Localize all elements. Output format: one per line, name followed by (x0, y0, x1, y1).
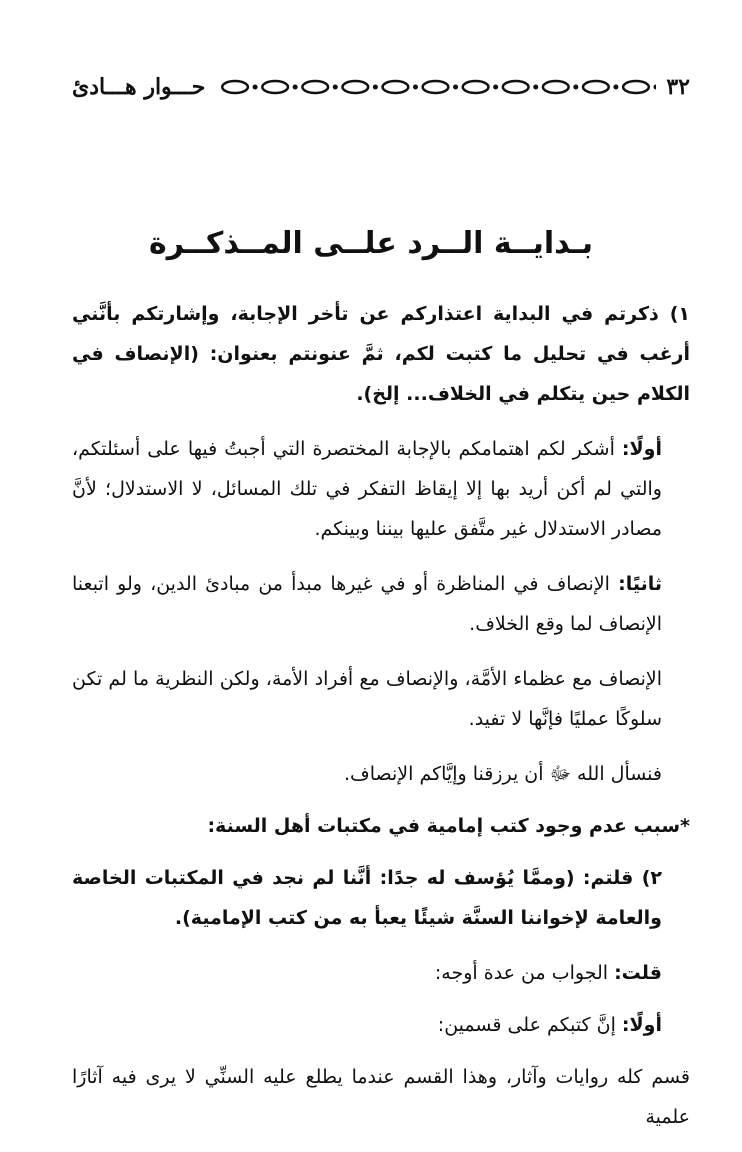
paragraph (72, 754, 690, 794)
page-header (72, 70, 690, 104)
section-title: بـدايــة الــرد علــى المــذكــرة (149, 226, 593, 261)
paragraph-text: الإنصاف في المناظرة أو في غيرها مبدأ من مبادئ الدين، ولو اتبعنا الإنصاف لما وقع الخلاف. (72, 573, 662, 635)
paragraph (72, 1057, 690, 1137)
paragraph-lead: أولًا: (621, 1014, 662, 1036)
paragraph-lead: قلت: (614, 962, 662, 984)
paragraph-text: ٢) قلتم: (وممَّا يُؤسف له جدًا: أنَّنا لم نجد في المكتبات الخاصة والعامة لإخواننا السنَّة شيئًا يعبأ به من كتب الإمامية). (72, 867, 662, 929)
subheading-text: *سبب عدم وجود كتب إمامية في مكتبات أهل السنة: (207, 815, 690, 837)
running-title: حـــوار هـــادئ (72, 74, 206, 100)
paragraph-text: فنسأل الله ﷻ أن يرزقنا وإيَّاكم الإنصاف. (344, 763, 662, 785)
decorative-ornament-icon (215, 79, 656, 95)
subheading (72, 806, 690, 846)
paragraph (72, 858, 690, 938)
paragraph-lead: أولًا: (621, 438, 662, 460)
paragraph-text: قسم كله روايات وآثار، وهذا القسم عندما يطلع عليه السنِّي لا يرى فيه آثارًا علمية (72, 1066, 690, 1128)
paragraph (72, 429, 690, 549)
paragraph-text: أشكر لكم اهتمامكم بالإجابة المختصرة التي أجبتُ فيها على أسئلتكم، والتي لم أكن أريد بها إلا إيقاظ التفكر في تلك المسائل، لا الاستدلال؛ لأنَّ مصادر الاستدلال غير متَّفق عليها بيننا وبينكم. (72, 438, 662, 540)
paragraph (72, 564, 690, 644)
paragraph (72, 1005, 690, 1045)
paragraph (72, 953, 690, 993)
paragraph-text: ١) ذكرتم في البداية اعتذاركم عن تأخر الإجابة، وإشارتكم بأنَّني أرغب في تحليل ما كتبت لكم، ثمَّ عنونتم بعنوان: (الإنصاف في الكلام حين يتكلم في الخلاف... إلخ). (72, 303, 690, 405)
body-text (72, 294, 690, 1152)
paragraph-text: إنَّ كتبكم على قسمين: (437, 1014, 622, 1036)
paragraph (72, 294, 690, 414)
paragraph-text: الإنصاف مع عظماء الأمَّة، والإنصاف مع أفراد الأمة، ولكن النظرية ما لم تكن سلوكًا عمليًا فإنَّها لا تفيد. (72, 668, 662, 730)
paragraph (72, 659, 690, 739)
paragraph-lead: ثانيًا: (618, 573, 662, 595)
page-number: ٣٢ (666, 74, 690, 100)
paragraph-text: الجواب من عدة أوجه: (434, 962, 615, 984)
